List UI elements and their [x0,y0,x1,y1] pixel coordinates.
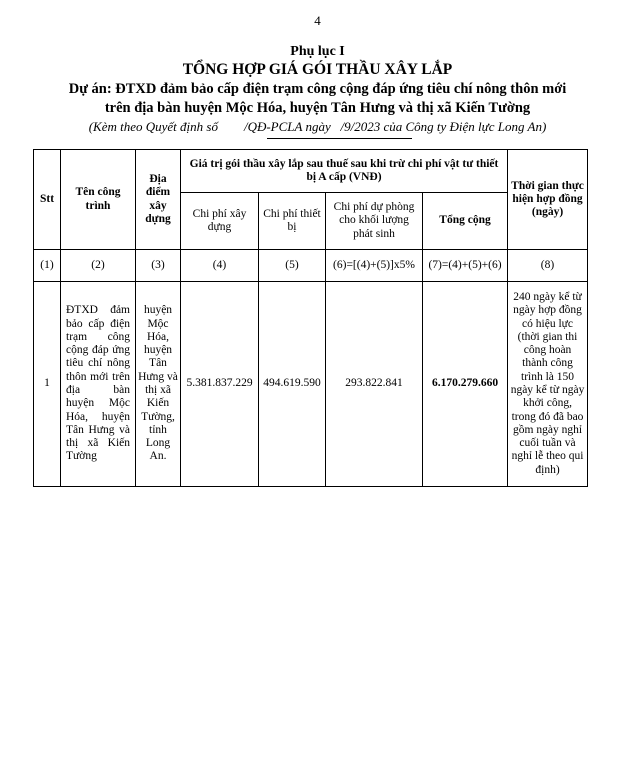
column-number-4: (4) [181,250,259,282]
cell-chi-phi-xay-dung: 5.381.837.229 [181,282,259,487]
column-number-3: (3) [136,250,181,282]
header-chi-phi-thiet-bi: Chi phí thiết bị [259,193,326,250]
column-number-row [34,250,588,282]
cell-chi-phi-du-phong: 293.822.841 [326,282,423,487]
appendix-label: Phụ lục I [290,44,345,59]
page-number: 4 [314,13,321,28]
column-number-6-formula: (6)=[(4)+(5)]x5% [326,250,423,282]
table-header-row-1 [34,150,588,193]
cell-dia-diem: huyện Mộc Hóa, huyện Tân Hưng và thị xã Kiến Tường, tỉnh Long An. [136,282,181,487]
column-number-5: (5) [259,250,326,282]
header-stt: Stt [34,150,61,250]
header-tong-cong: Tổng cộng [423,193,508,250]
column-number-7-formula: (7)=(4)+(5)+(6) [423,250,508,282]
divider-line [267,138,412,139]
bid-summary-table [33,149,588,487]
header-chi-phi-xay-dung: Chi phí xây dựng [181,193,259,250]
table-data-row [34,282,588,487]
document-title: TỔNG HỢP GIÁ GÓI THẦU XÂY LẮP [182,61,453,78]
attachment-note: (Kèm theo Quyết định số /QĐ-PCLA ngày /9/2023 của Công ty Điện lực Long An) [88,119,547,134]
cell-stt: 1 [34,282,61,487]
header-gia-tri-span: Giá trị gói thầu xây lắp sau thuế sau khi trừ chi phí vật tư thiết bị A cấp (VNĐ) [181,150,508,193]
column-number-2: (2) [61,250,136,282]
header-chi-phi-du-phong: Chi phí dự phòng cho khối lượng phát sinh [326,193,423,250]
column-number-8: (8) [508,250,588,282]
header-dia-diem: Địa điểm xây dựng [136,150,181,250]
cell-thoi-gian: 240 ngày kể từ ngày hợp đồng có hiệu lực (thời gian thi công hoàn thành công trình là 150 ngày kể từ ngày khởi công, trong đó đã bao gồm ngày nghỉ cuối tuần và nghỉ lễ theo qui định) [508,282,588,487]
cell-chi-phi-thiet-bi: 494.619.590 [259,282,326,487]
cell-ten-cong-trinh: ĐTXD đảm bảo cấp điện trạm công cộng đáp ứng tiêu chí nông thôn mới trên địa bàn huyện Mộc Hóa, huyện Tân Hưng và thị xã Kiến Tường [61,282,136,487]
header-thoi-gian: Thời gian thực hiện hợp đồng (ngày) [508,150,588,250]
cell-tong-cong: 6.170.279.660 [423,282,508,487]
project-description: Dự án: ĐTXD đảm bảo cấp điện trạm công cộng đáp ứng tiêu chí nông thôn mới trên địa bàn huyện Mộc Hóa, huyện Tân Hưng và thị xã Kiến Tường [68,81,567,116]
column-number-1: (1) [34,250,61,282]
header-ten-cong-trinh: Tên công trình [61,150,136,250]
